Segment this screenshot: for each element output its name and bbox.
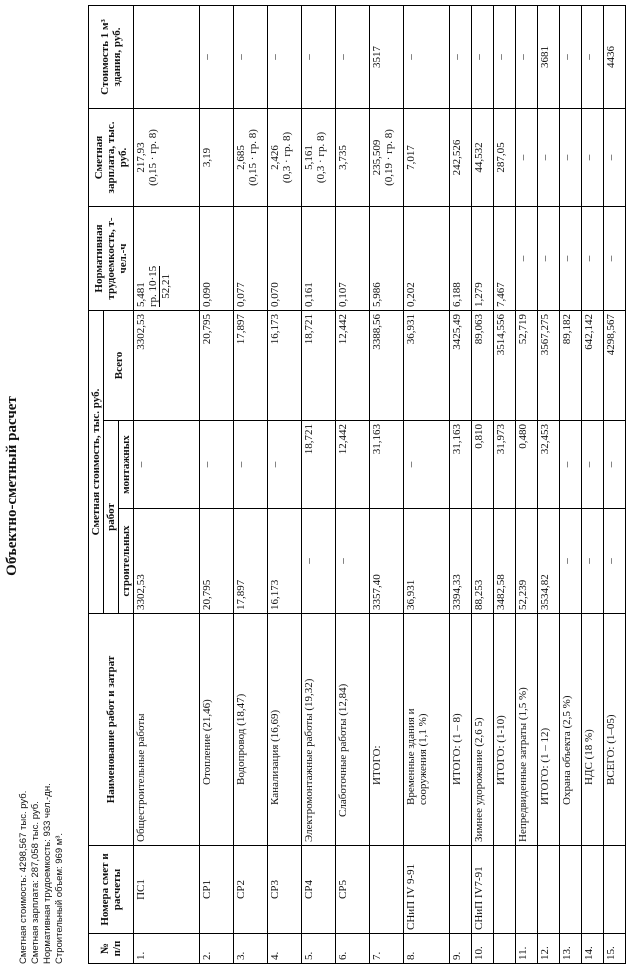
salary-value: – xyxy=(583,154,595,161)
cell-name: Общестроительные работы xyxy=(134,614,200,846)
table-row xyxy=(234,6,268,964)
cell-mounting: 31,163 xyxy=(450,421,472,509)
cell-mounting: 0,810 xyxy=(472,421,494,509)
cell-no: 4. xyxy=(268,934,302,964)
table-row xyxy=(268,6,302,964)
cell-estimate xyxy=(582,846,604,934)
cell-estimate: СР4 xyxy=(302,846,336,934)
cell-name: ИТОГО: (1-10) xyxy=(494,614,516,846)
cell-name: ИТОГО: (1 – 12) xyxy=(538,614,560,846)
cell-construction: – xyxy=(604,509,626,614)
cell-salary xyxy=(200,109,234,207)
cell-salary xyxy=(268,109,302,207)
cell-unit-cost: – xyxy=(302,6,336,109)
cell-name: Непредвиденные затраты (1,5 %) xyxy=(516,614,538,846)
cell-mounting: 0,480 xyxy=(516,421,538,509)
cell-total: 16,173 xyxy=(268,311,302,421)
table-row xyxy=(302,6,336,964)
table-row xyxy=(604,6,626,964)
cell-labor: – xyxy=(516,207,538,311)
cell-total: 3425,49 xyxy=(450,311,472,421)
cell-labor: 0,070 xyxy=(268,207,302,311)
salary-value: 7,017 xyxy=(405,145,417,170)
cell-total: 3388,56 xyxy=(370,311,404,421)
cell-unit-cost: 3681 xyxy=(538,6,560,109)
cell-estimate xyxy=(450,846,472,934)
header-cost-group: Сметная стоимость, тыс. руб. xyxy=(89,311,104,614)
cell-no: 10. xyxy=(472,934,494,964)
note-volume: Строительный объем: 969 м³. xyxy=(54,832,65,964)
cell-estimate xyxy=(560,846,582,934)
cell-total: 3567,275 xyxy=(538,311,560,421)
header-total: Всего xyxy=(104,311,134,421)
cell-total: 89,063 xyxy=(472,311,494,421)
cell-unit-cost: – xyxy=(516,6,538,109)
cell-salary xyxy=(494,109,516,207)
cell-unit-cost: 4436 xyxy=(604,6,626,109)
cell-salary xyxy=(472,109,494,207)
cell-construction: 3534,82 xyxy=(538,509,560,614)
cell-estimate: СНиП IV 9-91 xyxy=(404,846,450,934)
labor-fraction xyxy=(147,266,172,307)
salary-value: – xyxy=(561,154,573,161)
salary-value: 242,526 xyxy=(451,139,463,176)
cell-mounting: – xyxy=(582,421,604,509)
salary-value: – xyxy=(539,154,551,161)
cell-construction: 3302,53 xyxy=(134,509,200,614)
cell-unit-cost: – xyxy=(200,6,234,109)
cell-total: 3514,556 xyxy=(494,311,516,421)
cell-labor: – xyxy=(604,207,626,311)
cell-construction: – xyxy=(582,509,604,614)
cell-unit-cost: – xyxy=(268,6,302,109)
cell-salary xyxy=(234,109,268,207)
cell-labor: 6,188 xyxy=(450,207,472,311)
cell-total: 3302,53 xyxy=(134,311,200,421)
cell-unit-cost: – xyxy=(336,6,370,109)
cell-construction: – xyxy=(302,509,336,614)
cell-unit-cost: 3517 xyxy=(370,6,404,109)
salary-value: 44,532 xyxy=(473,142,485,173)
salary-note: (0,19 · гр. 8) xyxy=(383,129,395,186)
cell-labor: 0,090 xyxy=(200,207,234,311)
cell-no: 2. xyxy=(200,934,234,964)
cell-estimate xyxy=(516,846,538,934)
cell-salary xyxy=(516,109,538,207)
cell-salary xyxy=(134,109,200,207)
cell-labor xyxy=(134,207,200,311)
cell-no xyxy=(494,934,516,964)
cell-salary xyxy=(302,109,336,207)
cell-mounting: 31,163 xyxy=(370,421,404,509)
cell-salary xyxy=(582,109,604,207)
cell-estimate: СР2 xyxy=(234,846,268,934)
cell-construction: 52,239 xyxy=(516,509,538,614)
cell-total: 18,721 xyxy=(302,311,336,421)
cell-no: 7. xyxy=(370,934,404,964)
cell-mounting: – xyxy=(134,421,200,509)
salary-note: (0,15 · гр. 8) xyxy=(247,129,259,186)
cell-no: 15. xyxy=(604,934,626,964)
cell-no: 8. xyxy=(404,934,450,964)
table-row xyxy=(370,6,404,964)
cell-no: 14. xyxy=(582,934,604,964)
cell-total: 36,931 xyxy=(404,311,450,421)
cell-total: 52,719 xyxy=(516,311,538,421)
table-row xyxy=(516,6,538,964)
salary-value: 2,685 xyxy=(235,145,247,170)
cell-name: Канализация (16,69) xyxy=(268,614,302,846)
cell-estimate: СР3 xyxy=(268,846,302,934)
salary-value: 287,05 xyxy=(495,142,507,173)
salary-value: 3,735 xyxy=(337,145,349,170)
cell-estimate: СНиП IV7-91 xyxy=(472,846,494,934)
cell-labor: – xyxy=(582,207,604,311)
salary-note: (0,3 · гр. 8) xyxy=(281,131,293,184)
cell-labor: 0,107 xyxy=(336,207,370,311)
cell-name: Охрана объекта (2,5 %) xyxy=(560,614,582,846)
table-row xyxy=(494,6,516,964)
cell-estimate: ПС1 xyxy=(134,846,200,934)
cell-total: 17,897 xyxy=(234,311,268,421)
cell-unit-cost xyxy=(134,6,200,109)
table-row xyxy=(472,6,494,964)
header-name: Наименование работ и затрат xyxy=(89,614,134,846)
cell-salary xyxy=(538,109,560,207)
cell-estimate: СР1 xyxy=(200,846,234,934)
table-row xyxy=(538,6,560,964)
cell-salary xyxy=(404,109,450,207)
cell-total: 20,795 xyxy=(200,311,234,421)
cell-unit-cost: – xyxy=(560,6,582,109)
cell-name: ИТОГО: xyxy=(370,614,404,846)
cell-labor: 7,467 xyxy=(494,207,516,311)
cell-name: Электромонтажные работы (19,32) xyxy=(302,614,336,846)
cell-estimate: СР5 xyxy=(336,846,370,934)
cell-labor: 0,202 xyxy=(404,207,450,311)
cell-mounting: 32,453 xyxy=(538,421,560,509)
table-row xyxy=(134,6,200,964)
cell-estimate xyxy=(494,846,516,934)
cell-construction: 3357,40 xyxy=(370,509,404,614)
cell-total: 89,182 xyxy=(560,311,582,421)
cell-name: Зимнее удорожание (2,6 5) xyxy=(472,614,494,846)
header-unit-cost: Стоимость 1 м³ здания, руб. xyxy=(89,6,134,109)
cell-labor: – xyxy=(560,207,582,311)
cell-unit-cost: – xyxy=(472,6,494,109)
salary-value: – xyxy=(517,154,529,161)
salary-value: 235,509 xyxy=(371,139,383,176)
labor-fraction-numerator: гр. 10·15 xyxy=(147,265,159,307)
cell-no: 3. xyxy=(234,934,268,964)
table-row xyxy=(200,6,234,964)
cell-total: 642,142 xyxy=(582,311,604,421)
cell-no: 6. xyxy=(336,934,370,964)
cell-mounting: – xyxy=(560,421,582,509)
cell-no: 12. xyxy=(538,934,560,964)
cell-unit-cost: – xyxy=(234,6,268,109)
cell-mounting: – xyxy=(604,421,626,509)
cell-construction: 17,897 xyxy=(234,509,268,614)
cell-estimate xyxy=(604,846,626,934)
cell-unit-cost: – xyxy=(494,6,516,109)
header-estimates: Номера смет и расчеты xyxy=(89,846,134,934)
summary-notes xyxy=(18,783,66,964)
cell-mounting: – xyxy=(404,421,450,509)
cell-labor: 1,279 xyxy=(472,207,494,311)
salary-value: 3,19 xyxy=(201,147,213,168)
cell-construction: 3482,58 xyxy=(494,509,516,614)
cell-unit-cost: – xyxy=(582,6,604,109)
cell-no: 9. xyxy=(450,934,472,964)
cell-name: Слаботочные работы (12,84) xyxy=(336,614,370,846)
cell-construction: 3394,33 xyxy=(450,509,472,614)
cell-mounting: – xyxy=(268,421,302,509)
cell-construction: 36,931 xyxy=(404,509,450,614)
cell-no: 13. xyxy=(560,934,582,964)
cell-construction: – xyxy=(336,509,370,614)
cell-name: НДС (18 %) xyxy=(582,614,604,846)
labor-fraction-denominator: 52,21 xyxy=(160,274,172,299)
cell-labor: 0,161 xyxy=(302,207,336,311)
cell-no: 5. xyxy=(302,934,336,964)
salary-note: (0,15 · гр. 8) xyxy=(147,129,159,186)
cell-mounting: 31,973 xyxy=(494,421,516,509)
salary-value: – xyxy=(605,154,617,161)
salary-value: 217,93 xyxy=(135,142,147,173)
note-labor: Нормативная трудоемкость: 933 чел.-дн. xyxy=(42,783,53,964)
cell-name: Временные здания и сооружения (1,1 %) xyxy=(404,614,450,846)
cell-name: Водопровод (18,47) xyxy=(234,614,268,846)
cell-estimate xyxy=(370,846,404,934)
cell-unit-cost: – xyxy=(450,6,472,109)
cell-name: ВСЕГО: (1–05) xyxy=(604,614,626,846)
header-works: работ xyxy=(104,421,119,614)
cell-construction: – xyxy=(560,509,582,614)
page-title: Объектно-сметный расчет xyxy=(4,396,20,576)
header-labor: Нормативная трудоемкость, т-чел.-ч xyxy=(89,207,134,311)
cell-construction: 16,173 xyxy=(268,509,302,614)
estimate-table xyxy=(88,5,626,964)
note-cost: Сметная стоимость: 4298,567 тыс. руб. xyxy=(18,790,29,964)
salary-value: 5,161 xyxy=(303,145,315,170)
table-row xyxy=(560,6,582,964)
cell-name: Отопление (21,46) xyxy=(200,614,234,846)
header-row-1 xyxy=(89,6,104,964)
header-no: № п/п xyxy=(89,934,134,964)
header-salary: Сметная зарплата, тыс. руб. xyxy=(89,109,134,207)
cell-total: 4298,567 xyxy=(604,311,626,421)
cell-no: 11. xyxy=(516,934,538,964)
cell-labor: 0,077 xyxy=(234,207,268,311)
cell-mounting: – xyxy=(234,421,268,509)
salary-value: 2,426 xyxy=(269,145,281,170)
table-row xyxy=(336,6,370,964)
cell-estimate xyxy=(538,846,560,934)
cell-no: 1. xyxy=(134,934,200,964)
cell-labor: – xyxy=(538,207,560,311)
header-construction: строительных xyxy=(119,509,134,614)
cell-unit-cost: – xyxy=(404,6,450,109)
note-salary: Сметная зарплата: 287,058 тыс. руб. xyxy=(30,801,41,964)
cell-total: 12,442 xyxy=(336,311,370,421)
cell-salary xyxy=(450,109,472,207)
cell-labor: 5,986 xyxy=(370,207,404,311)
salary-note: (0,3 · гр. 8) xyxy=(315,131,327,184)
cell-salary xyxy=(336,109,370,207)
cell-name: ИТОГО: (1 – 8) xyxy=(450,614,472,846)
header-mounting: монтажных xyxy=(119,421,134,509)
cell-salary xyxy=(560,109,582,207)
table-row xyxy=(450,6,472,964)
table-row xyxy=(582,6,604,964)
cell-construction: 88,253 xyxy=(472,509,494,614)
cell-salary xyxy=(370,109,404,207)
cell-mounting: 18,721 xyxy=(302,421,336,509)
cell-mounting: 12,442 xyxy=(336,421,370,509)
cell-construction: 20,795 xyxy=(200,509,234,614)
table-row xyxy=(404,6,450,964)
cell-mounting: – xyxy=(200,421,234,509)
labor-value: 5,481 xyxy=(135,282,147,307)
cell-salary xyxy=(604,109,626,207)
